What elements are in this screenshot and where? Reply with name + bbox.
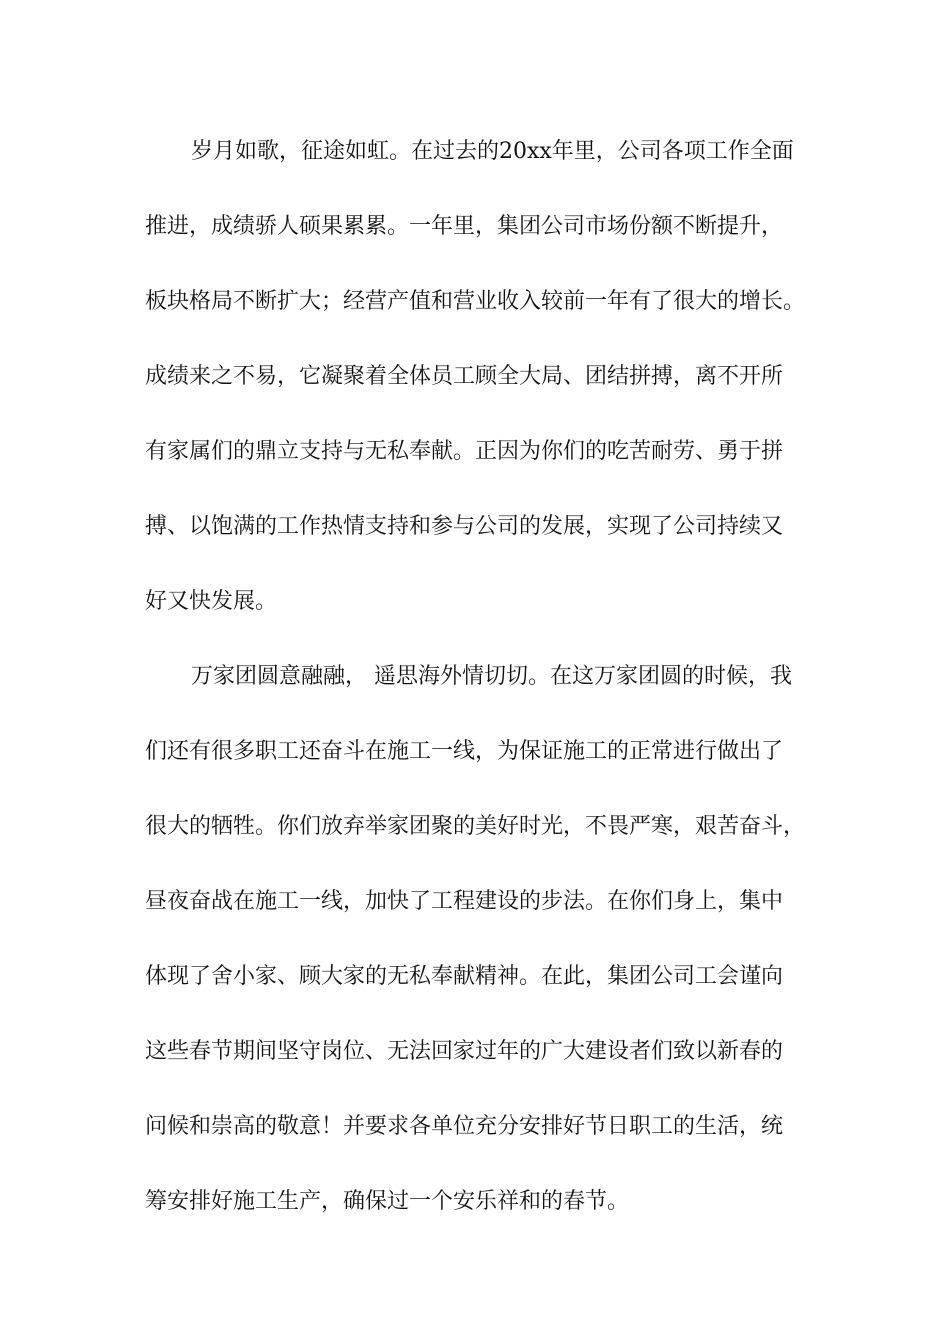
paragraph-line: 筹安排好施工生产，确保过一个安乐祥和的春节。 xyxy=(145,1189,630,1214)
paragraph-line: 板块格局不断扩大；经营产值和营业收入较前一年有了很大的增长。 xyxy=(145,289,806,314)
paragraph-line: 们还有很多职工还奋斗在施工一线，为保证施工的正常进行做出了 xyxy=(145,739,784,764)
paragraph-line: 这些春节期间坚守岗位、无法回家过年的广大建设者们致以新春的 xyxy=(145,1039,784,1064)
paragraph-line: 昼夜奋战在施工一线，加快了工程建设的步法。在你们身上，集中 xyxy=(145,889,784,914)
paragraph-line: 好又快发展。 xyxy=(145,589,278,614)
paragraph-line: 体现了舍小家、顾大家的无私奉献精神。在此，集团公司工会谨向 xyxy=(145,964,784,989)
paragraph-1 xyxy=(145,129,835,654)
paragraph-line: 有家属们的鼎立支持与无私奉献。正因为你们的吃苦耐劳、勇于拼 xyxy=(145,439,784,464)
paragraph-line: 成绩来之不易，它凝聚着全体员工顾全大局、团结拼搏，离不开所 xyxy=(145,364,784,389)
document-body xyxy=(145,129,835,1254)
paragraph-line: 推进，成绩骄人硕果累累。一年里，集团公司市场份额不断提升， xyxy=(145,214,784,239)
paragraph-line: 很大的牺牲。你们放弃举家团聚的美好时光，不畏严寒，艰苦奋斗， xyxy=(145,814,806,839)
paragraph-line: 搏、以饱满的工作热情支持和参与公司的发展，实现了公司持续又 xyxy=(145,514,784,539)
paragraph-line: 岁月如歌，征途如虹。在过去的20xx年里，公司各项工作全面 xyxy=(191,139,794,164)
paragraph-2 xyxy=(145,654,835,1254)
paragraph-line: 问候和崇高的敬意！并要求各单位充分安排好节日职工的生活，统 xyxy=(145,1114,784,1139)
paragraph-line: 万家团圆意融融， 遥思海外情切切。在这万家团圆的时候，我 xyxy=(191,664,792,689)
